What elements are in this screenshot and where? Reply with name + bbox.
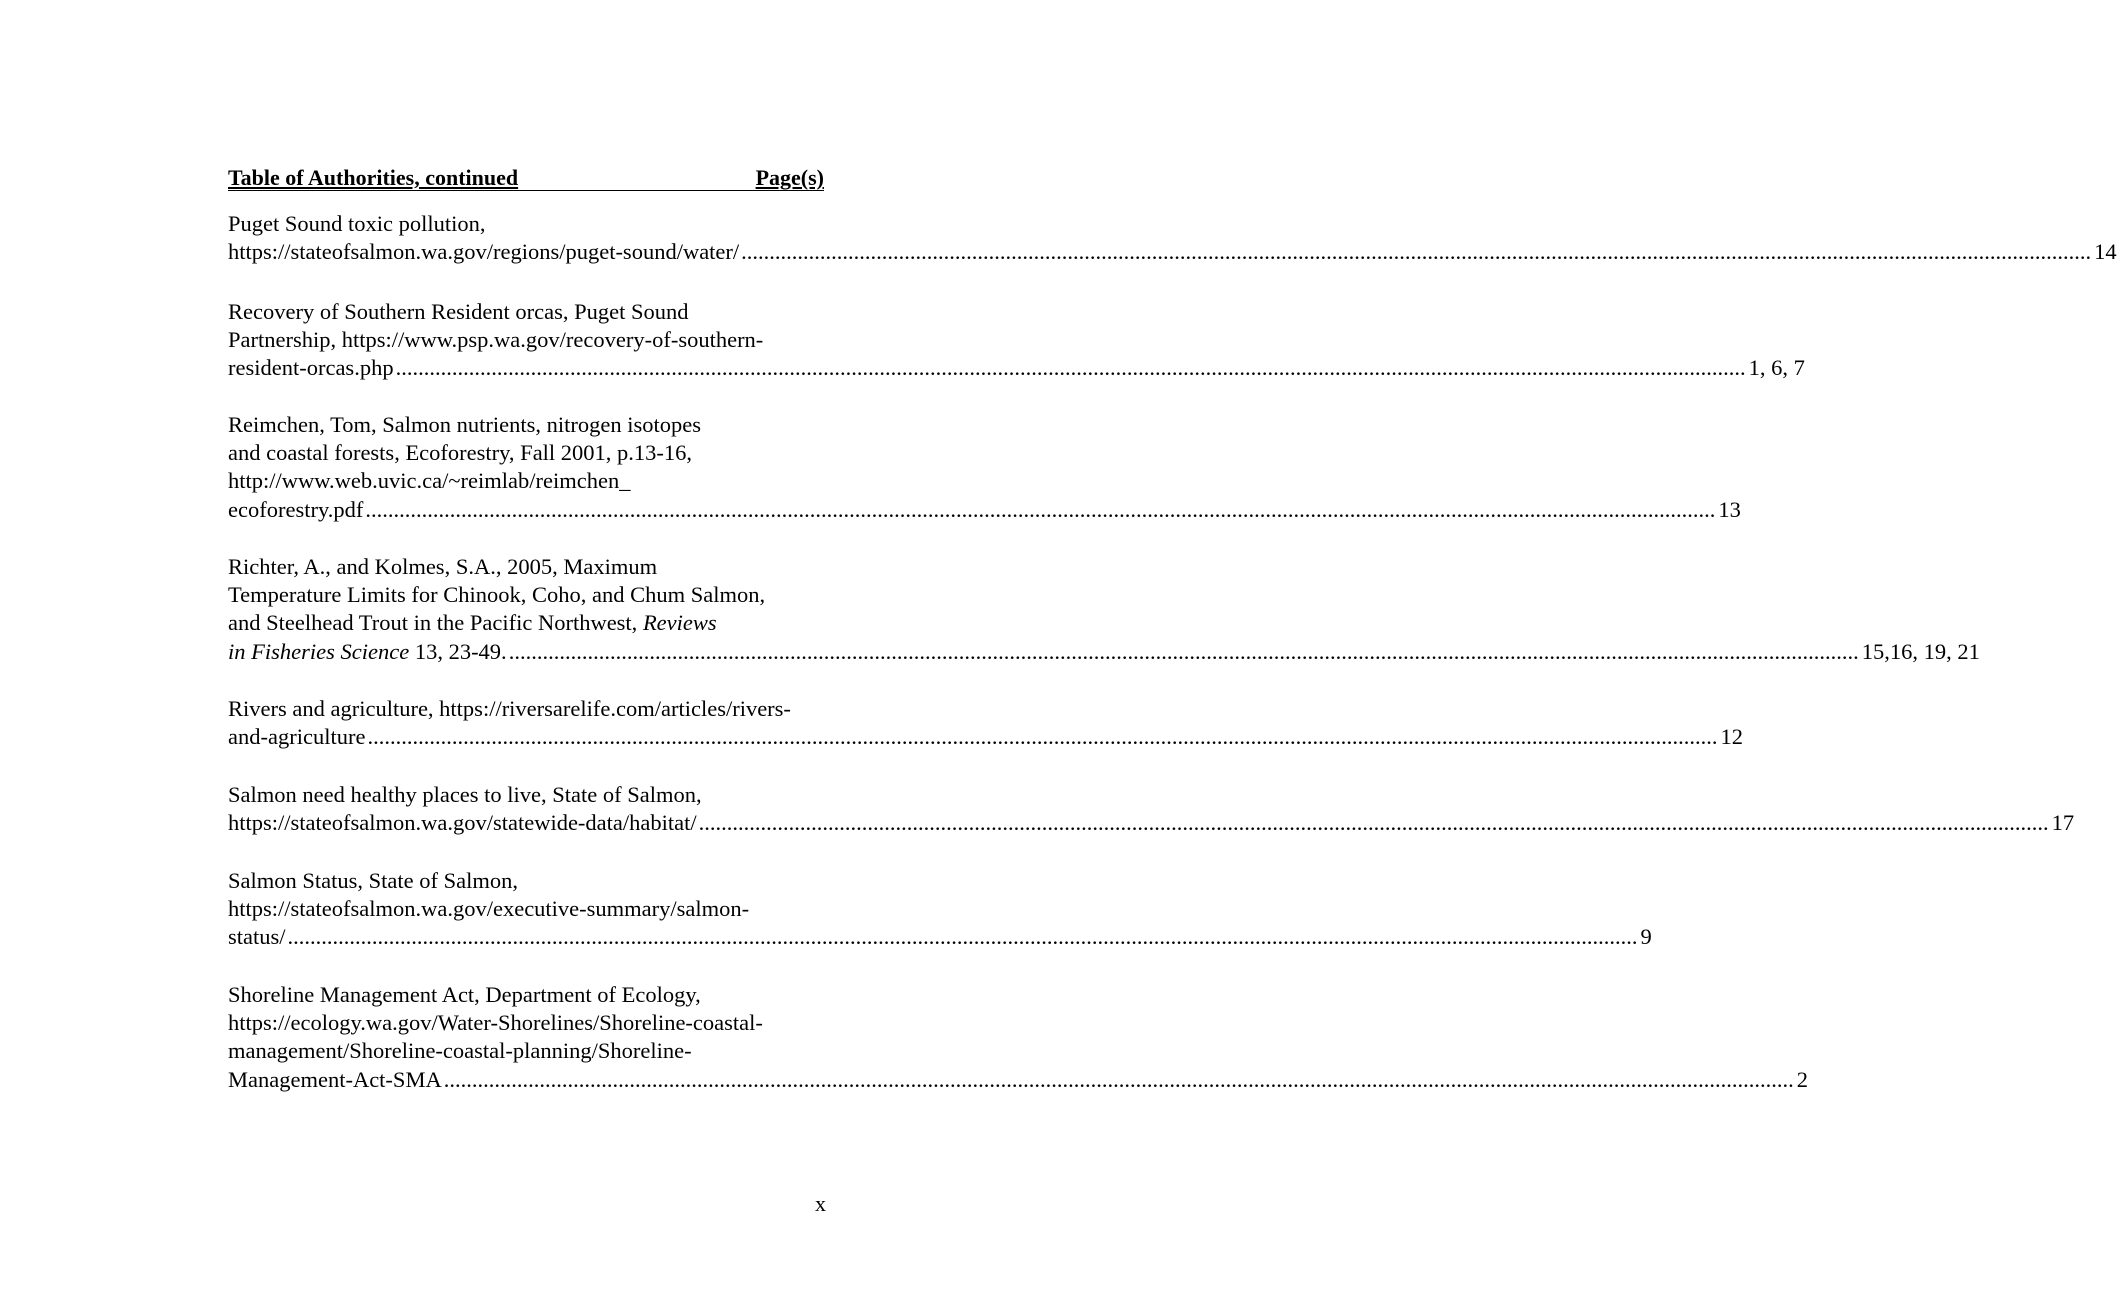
entry-pages: 13 <box>1718 496 1741 522</box>
page-number: x <box>815 1191 826 1216</box>
dot-leader: ................................................................................................................................................................................................................................................ <box>367 724 1718 750</box>
authority-entry <box>228 695 1743 751</box>
entry-line <box>228 609 826 637</box>
entry-pages: 2 <box>1796 1066 1808 1092</box>
dot-leader: ................................................................................................................................................................................................................................................ <box>698 810 2049 836</box>
dot-leader: ................................................................................................................................................................................................................................................ <box>395 355 1746 381</box>
table-title: Table of Authorities, continued <box>228 165 519 190</box>
authority-entry <box>228 553 1980 666</box>
dot-leader: ................................................................................................................................................................................................................................................ <box>508 638 1859 664</box>
authority-entry <box>228 981 1808 1094</box>
entry-last-line <box>228 496 1741 524</box>
entry-line: http://www.web.uvic.ca/~reimlab/reimchen_ <box>228 468 631 494</box>
entry-citation-text: Management-Act-SMA <box>228 1066 442 1092</box>
entry-pages: 17 <box>2051 810 2075 836</box>
entry-last-line <box>228 923 1652 951</box>
entry-last-line <box>228 354 1805 382</box>
authority-entry <box>228 867 1652 952</box>
entry-pages: 9 <box>1640 924 1652 950</box>
entry-last-line <box>228 238 2117 266</box>
pages-column-label: Page(s) <box>755 165 824 190</box>
entry-pages: 1, 6, 7 <box>1748 355 1805 381</box>
entry-line: https://stateofsalmon.wa.gov/executive-summary/salmon- <box>228 896 750 922</box>
entry-line: https://ecology.wa.gov/Water-Shorelines/Shoreline-coastal- <box>228 1010 763 1036</box>
entry-line: Salmon Status, State of Salmon, <box>228 868 518 893</box>
entry-last-line <box>228 638 1980 666</box>
entry-line: Shoreline Management Act, Department of Ecology, <box>228 982 701 1007</box>
authority-entry <box>228 781 2075 837</box>
entry-line: Richter, A., and Kolmes, S.A., 2005, Maximum <box>228 554 658 579</box>
table-header <box>228 166 824 191</box>
entry-line: Salmon need healthy places to live, State of Salmon, <box>228 782 702 807</box>
dot-leader: ................................................................................................................................................................................................................................................ <box>741 239 2092 265</box>
authority-entry <box>228 298 1805 383</box>
entry-citation-text: https://stateofsalmon.wa.gov/statewide-data/habitat/ <box>228 810 697 836</box>
dot-leader: ................................................................................................................................................................................................................................................ <box>365 496 1716 522</box>
entry-last-line <box>228 723 1743 751</box>
entry-line: Puget Sound toxic pollution, <box>228 211 486 236</box>
entry-line: management/Shoreline-coastal-planning/Shoreline- <box>228 1038 692 1064</box>
dot-leader: ................................................................................................................................................................................................................................................ <box>443 1066 1794 1092</box>
entry-pages: 14 <box>2094 239 2117 265</box>
entry-citation-text: resident-orcas.php <box>228 355 394 381</box>
journal-title-part: Reviews <box>642 610 717 636</box>
entry-pages: 15,16, 19, 21 <box>1861 638 1980 664</box>
dot-leader: ................................................................................................................................................................................................................................................ <box>287 924 1638 950</box>
entry-line: Rivers and agriculture, https://riversarelife.com/articles/rivers- <box>228 696 791 721</box>
entry-pages: 12 <box>1720 724 1743 750</box>
entry-citation-text: ecoforestry.pdf <box>228 496 364 522</box>
entry-last-line <box>228 809 2075 837</box>
authority-entry <box>228 411 1741 524</box>
journal-title-part: in Fisheries Science <box>228 638 410 664</box>
entry-citation-text: status/ <box>228 924 286 950</box>
entry-line-text: and Steelhead Trout in the Pacific Northwest, <box>228 610 643 636</box>
entry-last-line <box>228 1066 1808 1094</box>
entry-citation-text: https://stateofsalmon.wa.gov/regions/puget-sound/water/ <box>228 239 740 265</box>
entry-line: and coastal forests, Ecoforestry, Fall 2001, p.13-16, <box>228 440 693 466</box>
entry-line: Reimchen, Tom, Salmon nutrients, nitrogen isotopes <box>228 412 701 437</box>
volume-pages: 13, 23-49. <box>409 638 507 664</box>
entry-citation-text <box>228 638 507 666</box>
entry-citation-text: and-agriculture <box>228 724 366 750</box>
entry-line: Recovery of Southern Resident orcas, Puget Sound <box>228 299 689 324</box>
entry-line: Partnership, https://www.psp.wa.gov/recovery-of-southern- <box>228 327 764 353</box>
authority-entry <box>228 210 2117 266</box>
entry-line: Temperature Limits for Chinook, Coho, and Chum Salmon, <box>228 582 766 608</box>
